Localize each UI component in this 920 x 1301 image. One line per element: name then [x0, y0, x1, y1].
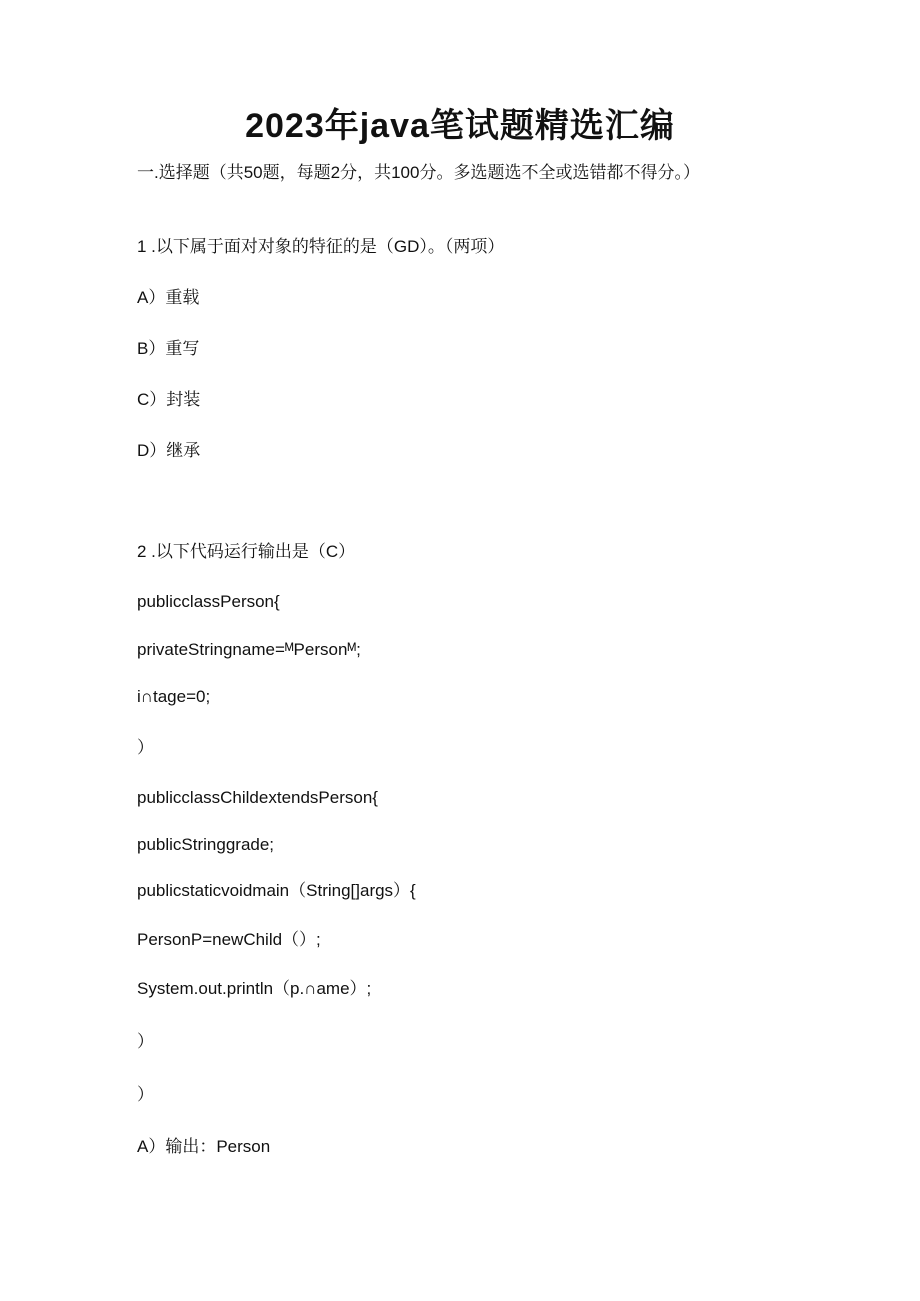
- code-line: publicStringgrade;: [137, 835, 275, 854]
- code-line: ）: [137, 1085, 154, 1104]
- code-line: privateStringname=ᴹPersonᴹ;: [137, 640, 361, 659]
- question-1-option-c: C）封装: [137, 390, 201, 409]
- code-line: System.out.println（p.∩ame）;: [137, 979, 372, 998]
- code-line: publicclassChildextendsPerson{: [137, 788, 378, 807]
- code-line: i∩tage=0;: [137, 687, 211, 706]
- section-intro: 一.选择题（共50题，每题2分，共100分。多选题选不全或选错都不得分。）: [137, 163, 700, 182]
- question-1-stem: 1 .以下属于面对对象的特征的是（GD）。（两项）: [137, 237, 505, 256]
- question-1-option-a: A）重载: [137, 288, 200, 307]
- code-line: publicclassPerson{: [137, 592, 280, 611]
- code-line: PersonP=newChild（）;: [137, 930, 321, 949]
- question-1-option-d: D）继承: [137, 441, 201, 460]
- question-1-option-b: B）重写: [137, 339, 200, 358]
- document-title: 2023年java笔试题精选汇编: [245, 107, 675, 145]
- code-line: ）: [137, 1032, 154, 1051]
- code-line: ）: [137, 738, 154, 757]
- code-line: publicstaticvoidmain（String[]args）{: [137, 881, 416, 900]
- question-2-option-a: A）输出：Person: [137, 1137, 271, 1156]
- question-2-stem: 2 .以下代码运行输出是（C）: [137, 542, 356, 561]
